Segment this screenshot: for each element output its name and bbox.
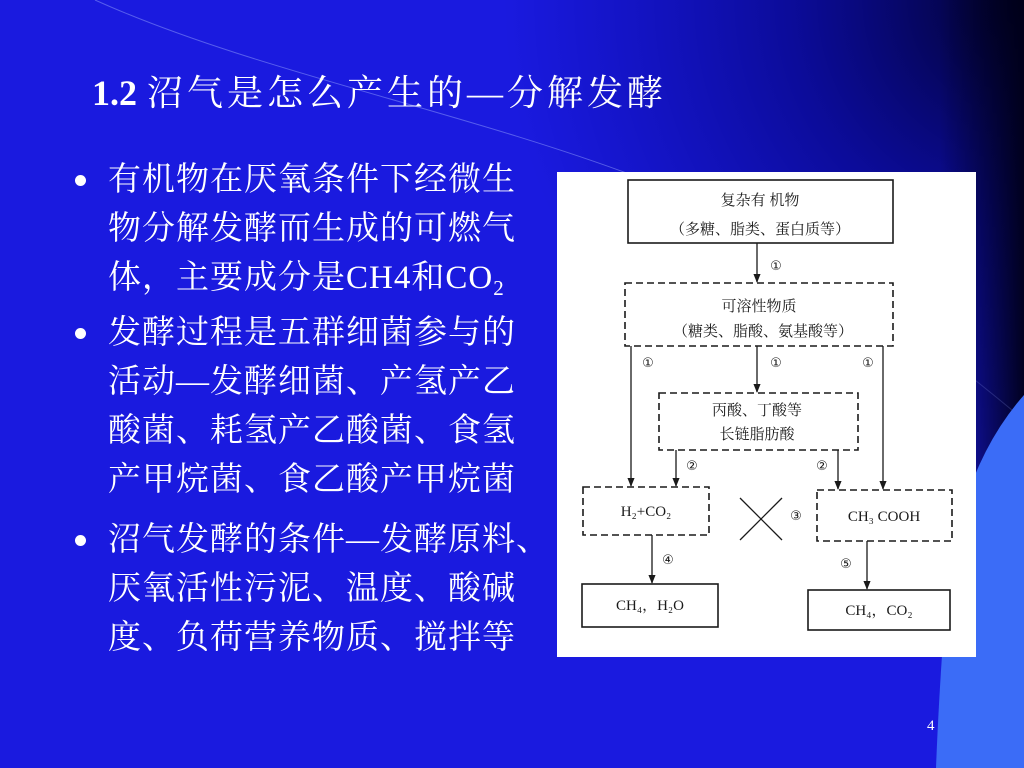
title-text: 沼气是怎么产生的—分解发酵 <box>147 73 668 113</box>
bullet-line: 有机物在厌氧条件下经微生 <box>108 162 516 198</box>
flowchart-canvas <box>557 172 976 657</box>
bullet-line <box>108 254 553 303</box>
step-1-label: ① <box>770 356 782 371</box>
step-1-label: ① <box>770 259 782 274</box>
step-1-label: ① <box>862 356 874 371</box>
soluble-matter-label: 可溶性物质 <box>721 299 797 315</box>
page-number: 4 <box>927 718 935 734</box>
bullet-line: 发酵过程是五群细菌参与的 <box>108 315 516 351</box>
bullet-line: 度、负荷营养物质、搅拌等 <box>108 620 516 656</box>
fermentation-flowchart <box>557 172 976 657</box>
bullet-line: 产甲烷菌、食乙酸产甲烷菌 <box>108 462 516 498</box>
step-2-label: ② <box>816 459 828 474</box>
bullet-dot <box>75 535 86 546</box>
bullet-dot <box>75 328 86 339</box>
step-1-label: ① <box>642 356 654 371</box>
co2-subscript: 2 <box>493 276 504 300</box>
step-2-label: ② <box>686 459 698 474</box>
bullet-line: 酸菌、耗氢产乙酸菌、食氢 <box>108 413 516 449</box>
bullet-line: 沼气发酵的条件—发酵原料、 <box>108 522 550 558</box>
bullet-line: 厌氧活性污泥、温度、酸碱 <box>108 571 516 607</box>
bullet-line: 物分解发酵而生成的可燃气 <box>108 211 516 247</box>
step-3-label: ③ <box>790 509 802 524</box>
step-5-label: ⑤ <box>840 557 852 572</box>
title-number: 1.2 <box>92 73 137 113</box>
bullet-dot <box>75 175 86 186</box>
bullet-line-text: 体，主要成分是CH4和CO <box>108 260 494 296</box>
slide-title <box>92 71 667 115</box>
acetic-acid-label: CH₃ COOH <box>847 509 921 525</box>
bullet-item <box>108 516 553 663</box>
bullet-item <box>108 156 553 303</box>
products-right-label: CH₄，CO₂ <box>845 603 913 619</box>
soluble-matter-examples: （糖类、脂酸、氨基酸等） <box>672 324 854 340</box>
intermediates-label-2: 长链脂肪酸 <box>719 427 795 443</box>
h2-co2-label: H₂+CO₂ <box>620 504 672 520</box>
bullet-line: 活动—发酵细菌、产氢产乙 <box>108 364 516 400</box>
step-4-label: ④ <box>662 553 674 568</box>
products-left-label: CH₄，H₂O <box>616 598 684 614</box>
complex-organics-examples: （多糖、脂类、蛋白质等） <box>669 222 851 238</box>
intermediates-label: 丙酸、丁酸等 <box>711 403 803 419</box>
complex-organics-label: 复杂有 机物 <box>720 193 800 209</box>
bullet-item <box>108 309 553 505</box>
